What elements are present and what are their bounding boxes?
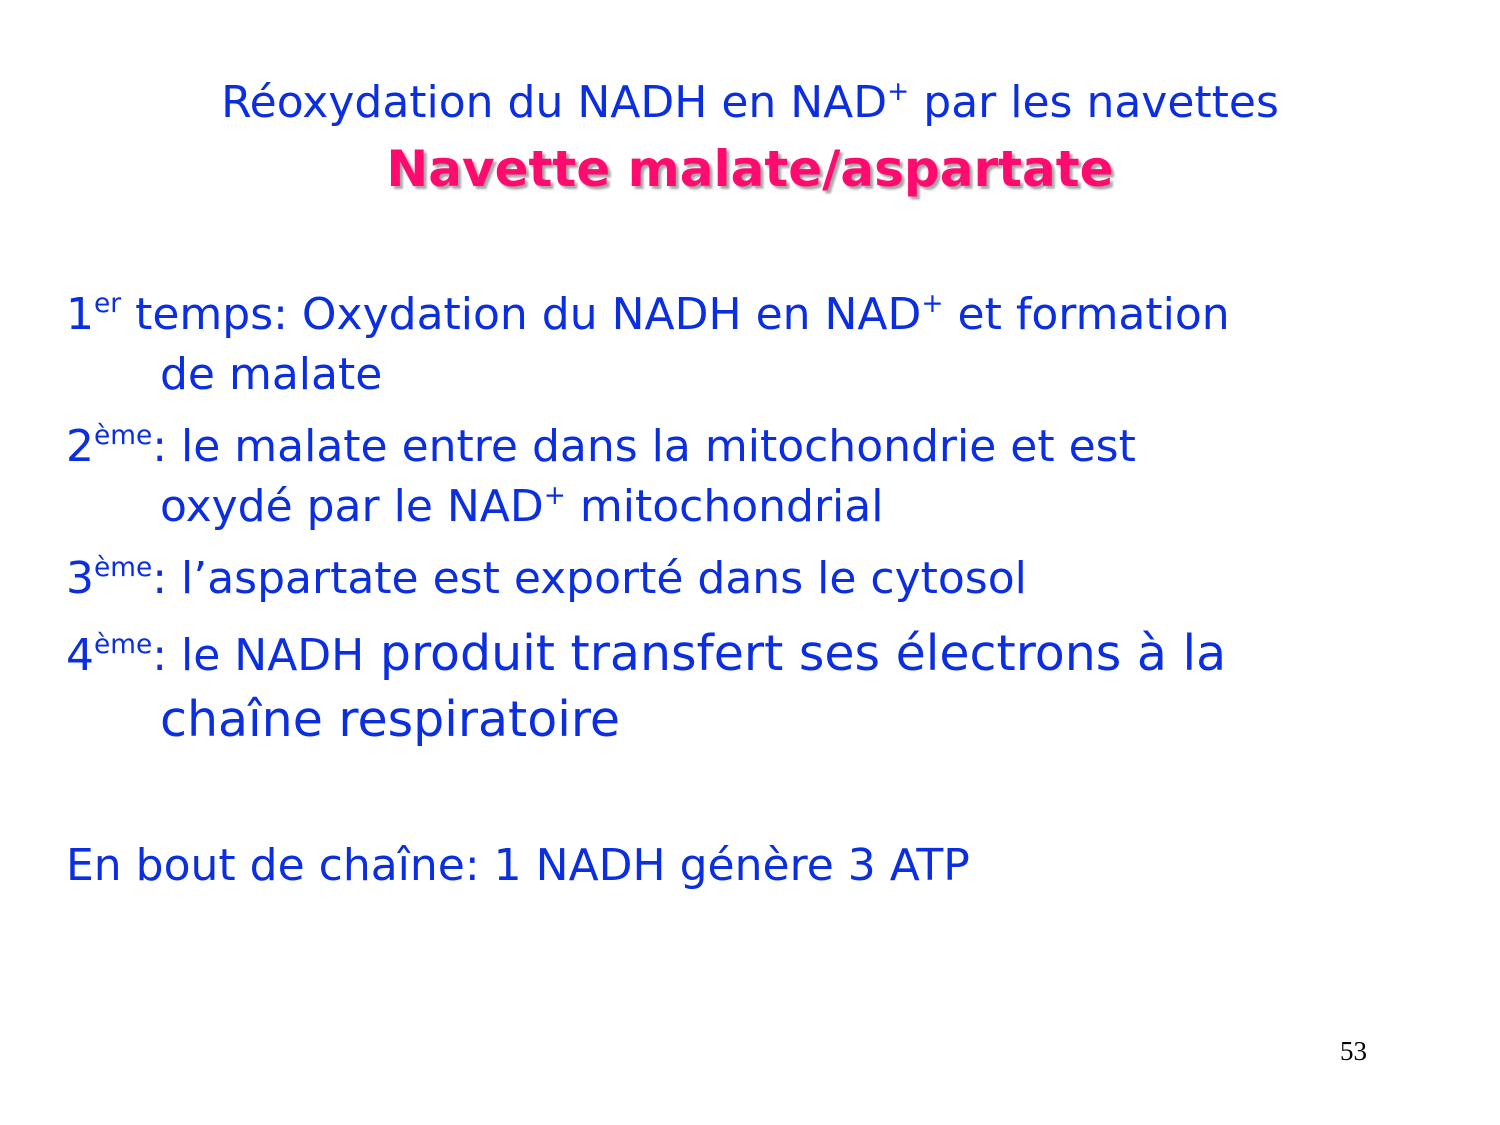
- step-2: [66, 417, 1446, 537]
- step-2-text: : le malate entre dans la mitochondrie et est: [152, 421, 1136, 472]
- step-1-number: 1: [66, 289, 94, 340]
- step-2-text-c: mitochondrial: [565, 481, 884, 532]
- step-1-line-2: de malate: [160, 349, 383, 400]
- step-1-line-1: [66, 285, 1446, 345]
- step-2-text-b: oxydé par le NAD: [160, 481, 544, 532]
- step-1-text: temps: Oxydation du NADH en NAD: [121, 289, 922, 340]
- step-3-ordinal: ème: [94, 551, 153, 583]
- conclusion-text: En bout de chaîne: 1 NADH génère 3 ATP: [66, 840, 970, 891]
- step-1-ordinal: er: [94, 287, 122, 319]
- title-text-tail: par les navettes: [909, 77, 1279, 128]
- step-4-ordinal: ème: [94, 628, 153, 660]
- step-3-line-1: [66, 549, 1446, 609]
- step-2-ordinal: ème: [94, 419, 153, 451]
- step-1-text-tail: et formation: [943, 289, 1230, 340]
- slide-subtitle: Navette malate/aspartate: [386, 140, 1114, 198]
- step-1: [66, 285, 1446, 405]
- title-text: Réoxydation du NADH en NAD: [221, 77, 888, 128]
- step-4-text-large: produit transfert ses électrons à la: [364, 625, 1227, 682]
- conclusion: [66, 836, 1446, 896]
- step-4-number: 4: [66, 630, 94, 681]
- step-2-line-1: [66, 417, 1446, 477]
- step-4: [66, 622, 1446, 752]
- step-2-superscript: +: [543, 479, 566, 511]
- step-3-text: : l’aspartate est exporté dans le cytosol: [152, 553, 1027, 604]
- step-4-text: : le NADH: [152, 630, 365, 681]
- step-1-superscript: +: [921, 287, 944, 319]
- title-superscript: +: [887, 75, 910, 107]
- slide-title: [0, 74, 1500, 132]
- step-2-number: 2: [66, 421, 94, 472]
- step-3: [66, 549, 1446, 609]
- step-4-line-1: [66, 622, 1446, 688]
- step-2-line-2: [66, 477, 1446, 537]
- step-3-number: 3: [66, 553, 94, 604]
- step-4-line-2: chaîne respiratoire: [160, 691, 621, 748]
- page-number: 53: [1340, 1036, 1367, 1066]
